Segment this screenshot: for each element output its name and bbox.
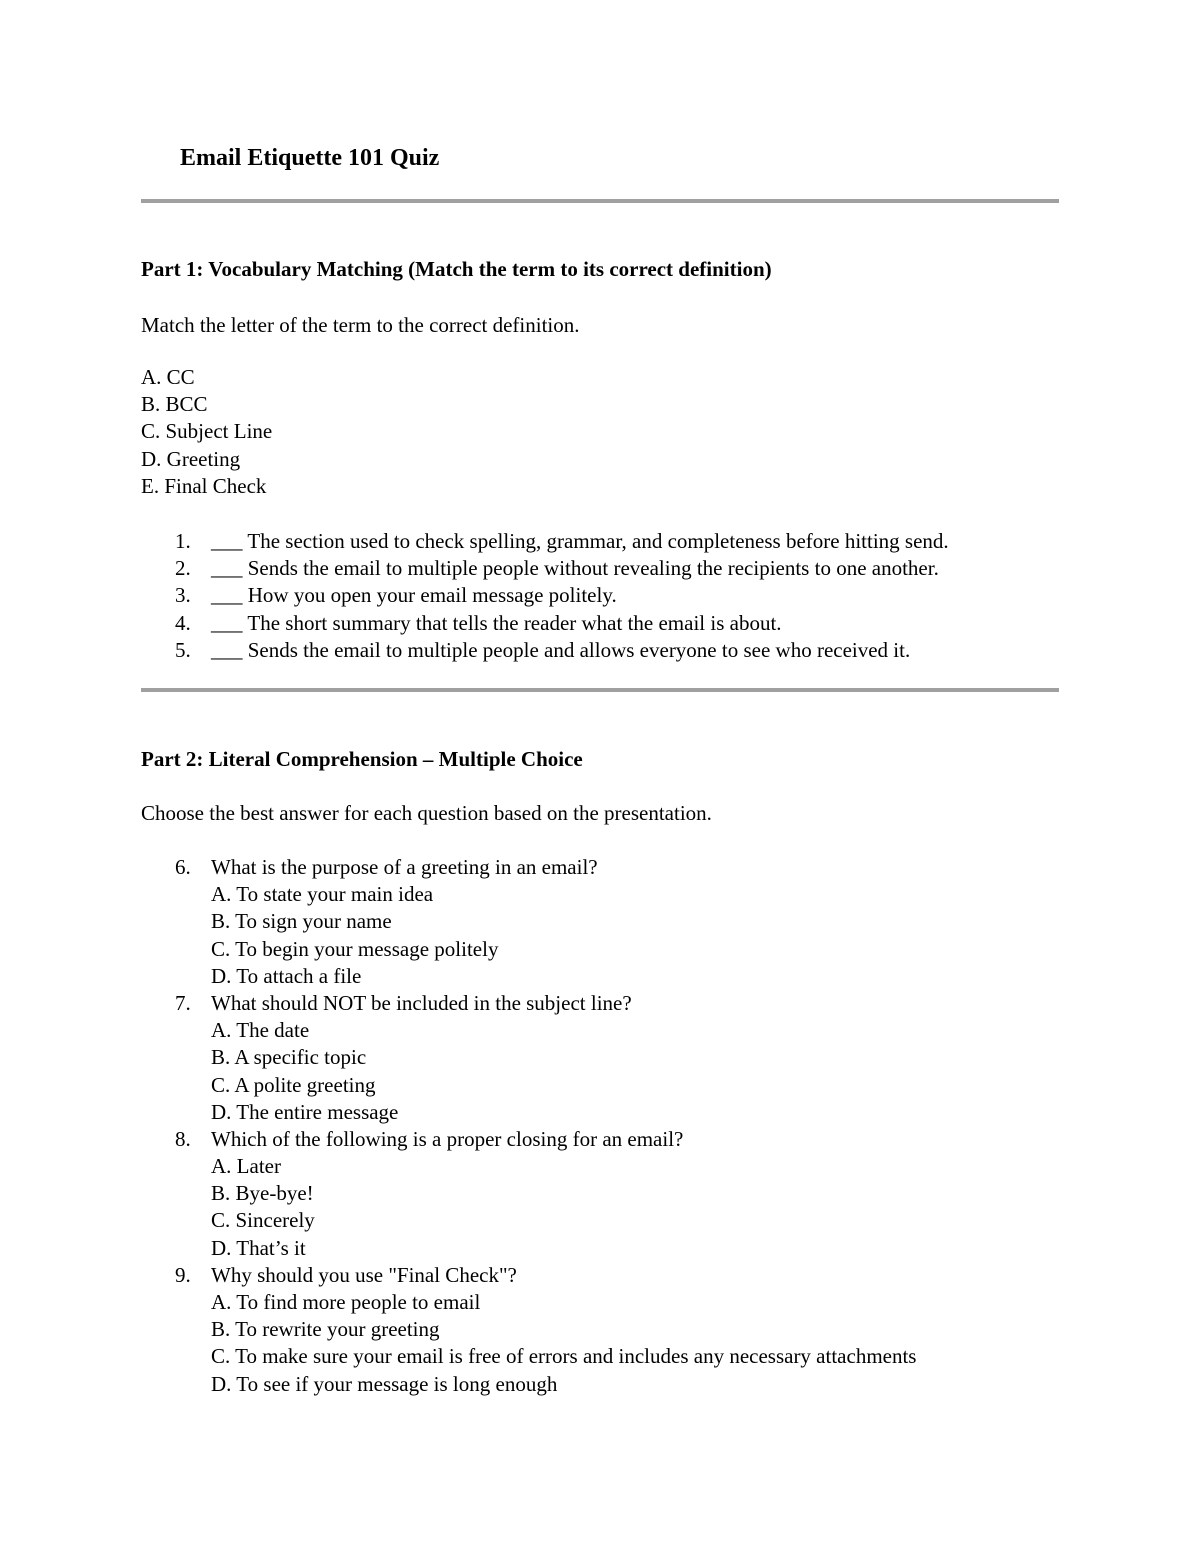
definition-text: ___ Sends the email to multiple people and allows everyone to see who received it. <box>211 637 911 662</box>
item-number: 2. <box>175 556 191 581</box>
answer-option-text: B. Bye-bye! <box>211 1181 314 1206</box>
page-title: Email Etiquette 101 Quiz <box>180 145 440 171</box>
section-divider <box>141 199 1059 203</box>
item-number: 3. <box>175 583 191 608</box>
definition-text: ___ How you open your email message politely. <box>211 583 617 608</box>
part2-heading: Part 2: Literal Comprehension – Multiple Choice <box>141 747 583 771</box>
answer-option-text: A. To find more people to email <box>211 1290 481 1314</box>
question-number: 9. <box>175 1262 191 1287</box>
answer-option-text: D. That’s it <box>211 1235 306 1260</box>
question-text: What is the purpose of a greeting in an email? <box>211 855 598 879</box>
answer-option-text: D. To attach a file <box>211 963 362 988</box>
term-item: D. Greeting <box>141 446 241 471</box>
question-text: What should NOT be included in the subject line? <box>211 990 632 1015</box>
item-number: 4. <box>175 610 191 635</box>
term-item: A. CC <box>141 365 195 389</box>
question-number: 7. <box>175 990 191 1015</box>
answer-option-text: D. The entire message <box>211 1099 399 1124</box>
term-item: E. Final Check <box>141 473 267 498</box>
part1-instruction: Match the letter of the term to the correct definition. <box>141 313 580 337</box>
definition-text: ___ Sends the email to multiple people without revealing the recipients to one another. <box>211 556 939 581</box>
part1-heading: Part 1: Vocabulary Matching (Match the term to its correct definition) <box>141 257 772 281</box>
answer-option-text: A. Later <box>211 1154 281 1179</box>
question-number: 6. <box>175 855 191 879</box>
term-list <box>141 364 272 500</box>
term-item: C. Subject Line <box>141 419 273 444</box>
definition-text: ___ The section used to check spelling, grammar, and completeness before hitting send. <box>211 529 949 553</box>
answer-option-text: B. To sign your name <box>211 909 392 934</box>
answer-option-text: C. To begin your message politely <box>211 936 499 961</box>
section-divider <box>141 688 1059 692</box>
item-number: 5. <box>175 637 191 662</box>
item-number: 1. <box>175 529 191 553</box>
definition-text: ___ The short summary that tells the reader what the email is about. <box>211 610 782 635</box>
question-text: Which of the following is a proper closing for an email? <box>211 1126 684 1151</box>
answer-option-text: B. To rewrite your greeting <box>211 1317 440 1342</box>
answer-option-text: A. To state your main idea <box>211 882 434 907</box>
answer-option-text: B. A specific topic <box>211 1045 367 1070</box>
part2-instruction: Choose the best answer for each question based on the presentation. <box>141 801 712 825</box>
question-number: 8. <box>175 1126 191 1151</box>
question-text: Why should you use "Final Check"? <box>211 1262 517 1287</box>
answer-option-text: D. To see if your message is long enough <box>211 1371 558 1396</box>
answer-option-text: C. Sincerely <box>211 1208 315 1233</box>
answer-option-text: C. To make sure your email is free of errors and includes any necessary attachments <box>211 1344 917 1369</box>
answer-option-text: A. The date <box>211 1018 310 1043</box>
answer-option-text: C. A polite greeting <box>211 1072 376 1097</box>
term-item: B. BCC <box>141 392 208 417</box>
